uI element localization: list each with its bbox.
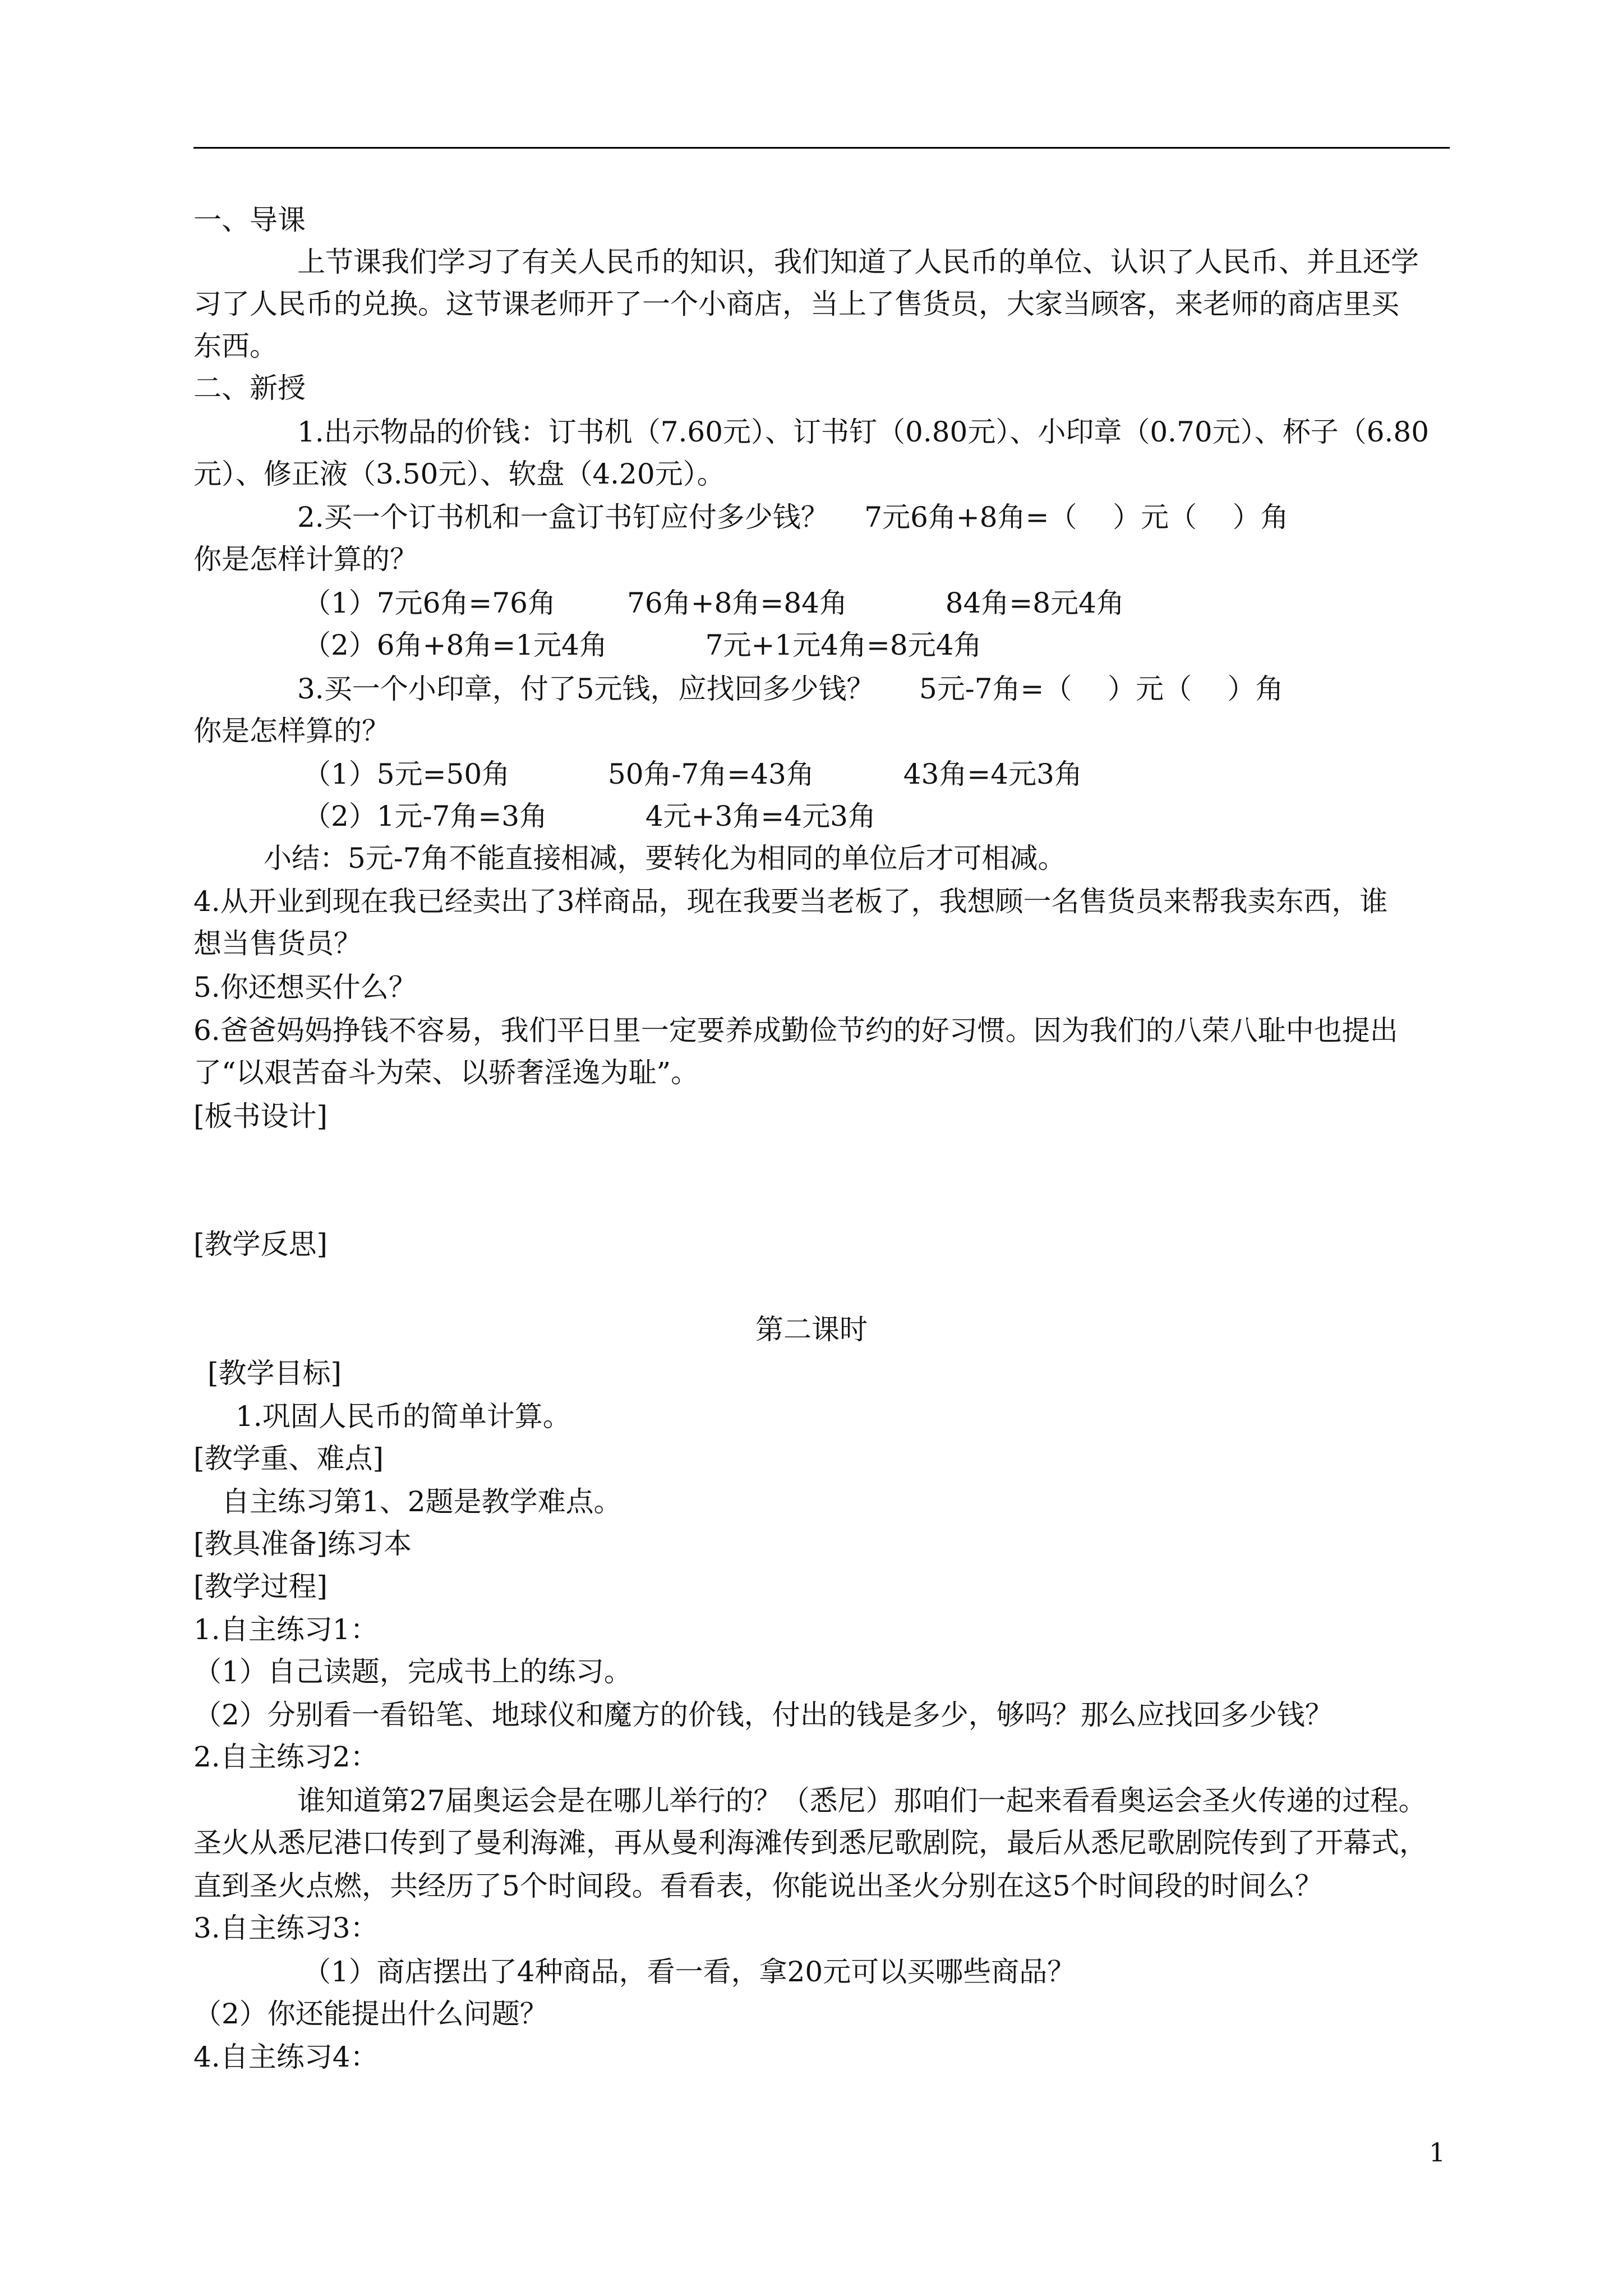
text-line: [教学重、难点] (193, 1442, 384, 1475)
text-line: 元）、修正液（3.50元）、软盘（4.20元）。 (193, 458, 725, 490)
text-line: 1.巩固人民币的简单计算。 (236, 1400, 571, 1433)
text-line: （1）商店摆出了4种商品，看一看，拿20元可以买哪些商品？ (303, 1955, 1076, 1988)
text-line: 5.你还想买什么？ (193, 971, 417, 1004)
text-line: 你是怎样算的？ (193, 715, 390, 747)
text-line: 3.自主练习3： (193, 1912, 379, 1944)
header-rule (193, 147, 1450, 149)
text-line: 1.出示物品的价钱：订书机（7.60元）、订书钉（0.80元）、小印章（0.70元）、杯子（6.80 (297, 416, 1430, 448)
text-line: 2.买一个订书机和一盒订书钉应付多少钱？ 7元6角+8角=（ ）元（ ）角 (297, 501, 1289, 533)
text-line: 一、导课 (193, 204, 306, 236)
section-heading: 第二课时 (755, 1313, 868, 1346)
text-line: 谁知道第27届奥运会是在哪儿举行的？（悉尼）那咱们一起来看看奥运会圣火传递的过程。 (297, 1784, 1427, 1817)
text-line: 2.自主练习2： (193, 1741, 379, 1773)
text-line: 4.自主练习4： (193, 2041, 379, 2073)
text-line: 想当售货员？ (193, 927, 362, 960)
text-line: [教学反思] (193, 1228, 328, 1260)
text-line: 4.从开业到现在我已经卖出了3样商品，现在我要当老板了，我想顾一名售货员来帮我卖东西，谁 (193, 885, 1388, 918)
text-line: （1）自己读题，完成书上的练习。 (193, 1655, 632, 1688)
text-line: 圣火从悉尼港口传到了曼利海滩，再从曼利海滩传到悉尼歌剧院，最后从悉尼歌剧院传到了开幕式， (193, 1826, 1427, 1859)
text-line: 二、新授 (193, 372, 306, 404)
text-line: 你是怎样计算的？ (193, 543, 418, 576)
text-line: [板书设计] (193, 1100, 328, 1133)
text-line: 1.自主练习1： (193, 1613, 379, 1646)
text-line: [教具准备]练习本 (193, 1527, 412, 1560)
text-line: 上节课我们学习了有关人民币的知识，我们知道了人民币的单位、认识了人民币、并且还学 (297, 246, 1419, 278)
text-line: [教学目标] (208, 1357, 342, 1389)
text-line: 习了人民币的兑换。这节课老师开了一个小商店，当上了售货员，大家当顾客，来老师的商店里买 (193, 288, 1399, 320)
text-line: 东西。 (193, 330, 278, 362)
text-line: 直到圣火点燃，共经历了5个时间段。看看表，你能说出圣火分别在这5个时间段的时间么？ (193, 1870, 1323, 1902)
text-line: （2）1元-7角=3角 4元+3角=4元3角 (303, 800, 876, 832)
text-line: [教学过程] (193, 1570, 328, 1603)
text-line: 3.买一个小印章，付了5元钱，应找回多少钱？ 5元-7角=（ ）元（ ）角 (297, 673, 1284, 705)
text-line: 6.爸爸妈妈挣钱不容易，我们平日里一定要养成勤俭节约的好习惯。因为我们的八荣八耻中也提出 (193, 1014, 1398, 1047)
text-line: （1）7元6角=76角 76角+8角=84角 84角=8元4角 (303, 587, 1124, 619)
text-line: （2）你还能提出什么问题？ (193, 1998, 548, 2030)
text-line: 了“以艰苦奋斗为荣、以骄奢淫逸为耻”。 (193, 1056, 699, 1089)
text-line: （1）5元=50角 50角-7角=43角 43角=4元3角 (303, 758, 1082, 790)
text-line: （2）6角+8角=1元4角 7元+1元4角=8元4角 (303, 629, 982, 661)
page-number: 1 (1429, 2137, 1446, 2168)
text-line: （2）分别看一看铅笔、地球仪和魔方的价钱，付出的钱是多少，够吗？那么应找回多少钱？ (193, 1699, 1333, 1731)
text-line: 小结：5元-7角不能直接相减，要转化为相同的单位后才可相减。 (264, 842, 1066, 875)
text-line: 自主练习第1、2题是教学难点。 (222, 1485, 622, 1518)
